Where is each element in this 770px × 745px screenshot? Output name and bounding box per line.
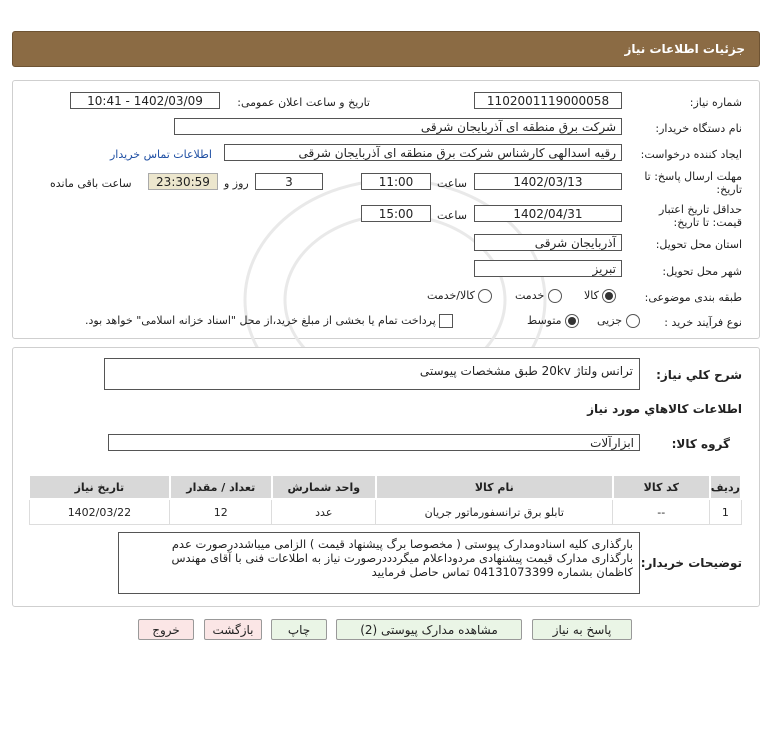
need-number-label: شماره نیاز:: [689, 96, 742, 109]
province-label: استان محل تحویل:: [655, 238, 742, 251]
notes-line-2: بارگذاری مدارک قیمت پیشنهادی مردوداعلام میگردددرصورت نیاز به اطلاعات فنی با آقای مهندس: [171, 551, 633, 565]
radio-goods[interactable]: [602, 289, 616, 303]
radio-goods-service[interactable]: [478, 289, 492, 303]
view-attachments-button[interactable]: مشاهده مدارک پیوستی (2): [336, 619, 522, 640]
reply-button[interactable]: پاسخ به نیاز: [532, 619, 632, 640]
remaining-label: ساعت باقی مانده: [50, 177, 132, 190]
payment-note: پرداخت تمام یا بخشی از مبلغ خرید،از محل "اسناد خزانه اسلامی" خواهد بود.: [85, 314, 436, 327]
province-field: آذربایجان شرقی: [474, 234, 622, 251]
buyer-org-field: شرکت برق منطقه ای آذربایجان شرقی: [174, 118, 622, 135]
process-option-medium[interactable]: [527, 314, 579, 328]
goods-group-field: ابزارآلات: [108, 434, 640, 451]
deadline-label-2: تاریخ:: [716, 183, 742, 196]
need-number-field: 1102001119000058: [474, 92, 622, 109]
days-field: 3: [255, 173, 323, 190]
col-unit: واحد شمارش: [272, 475, 376, 499]
goods-section-title: اطلاعات كالاهاي مورد نياز: [587, 402, 742, 416]
summary-label: شرح كلي نياز:: [656, 368, 742, 382]
validity-label: حداقل تاریخ اعتبار: [658, 203, 742, 216]
summary-field: [104, 358, 640, 390]
cell-quantity: 12: [170, 499, 272, 525]
page-title: جزئیات اطلاعات نیاز: [624, 42, 745, 56]
payment-option[interactable]: [85, 314, 453, 328]
deadline-time-label: ساعت: [437, 177, 467, 190]
col-item-code: کد کالا: [613, 475, 710, 499]
category-goods-label: کالا: [584, 289, 599, 302]
validity-label-2: قیمت: تا تاریخ:: [673, 216, 742, 229]
category-option-goods[interactable]: [584, 289, 616, 303]
process-option-minor[interactable]: [597, 314, 640, 328]
radio-minor[interactable]: [626, 314, 640, 328]
radio-medium[interactable]: [565, 314, 579, 328]
col-need-date: تاریخ نیاز: [29, 475, 170, 499]
category-label: طبقه بندی موضوعی:: [644, 291, 742, 304]
city-label: شهر محل تحویل:: [662, 265, 742, 278]
validity-time-field: 15:00: [361, 205, 431, 222]
exit-button[interactable]: خروج: [138, 619, 194, 640]
requester-label: ایجاد کننده درخواست:: [640, 148, 742, 161]
remaining-time-field: 23:30:59: [148, 173, 218, 190]
process-medium-label: متوسط: [527, 314, 562, 327]
notes-line-3: کاظمان بشماره 04131073399 تماس حاصل فرمایید: [371, 565, 633, 579]
category-option-service[interactable]: [515, 289, 562, 303]
radio-service[interactable]: [548, 289, 562, 303]
days-label: روز و: [224, 177, 249, 190]
table-row: [29, 499, 741, 525]
contact-info-link[interactable]: اطلاعات تماس خریدار: [110, 148, 212, 161]
back-button[interactable]: بازگشت: [204, 619, 262, 640]
validity-date-field: 1402/04/31: [474, 205, 622, 222]
category-option-goods-service[interactable]: [427, 289, 492, 303]
deadline-label: مهلت ارسال پاسخ: تا: [644, 170, 742, 183]
cell-need-date: 1402/03/22: [29, 499, 170, 525]
summary-text: ترانس ولتاژ 20kv طبق مشخصات پیوستی: [419, 364, 633, 378]
col-row-number: ردیف: [710, 475, 741, 499]
announce-date-field: 1402/03/09 - 10:41: [70, 92, 220, 109]
deadline-date-field: 1402/03/13: [474, 173, 622, 190]
cell-item-name: تابلو برق ترانسفورماتور جریان: [376, 499, 613, 525]
cell-row-number: 1: [710, 499, 741, 525]
col-item-name: نام کالا: [376, 475, 613, 499]
announce-label: تاریخ و ساعت اعلان عمومی:: [237, 96, 370, 109]
table-header-row: [29, 475, 741, 499]
goods-table: [28, 474, 742, 525]
col-quantity: تعداد / مقدار: [170, 475, 272, 499]
goods-group-label: گروه كالا:: [671, 437, 730, 451]
requester-field: رقیه اسدالهی کارشناس شرکت برق منطقه ای آذربایجان شرقی: [224, 144, 622, 161]
notes-field: [118, 532, 640, 594]
process-label: نوع فرآیند خرید :: [664, 316, 742, 329]
buyer-org-label: نام دستگاه خریدار:: [655, 122, 742, 135]
category-service-label: خدمت: [515, 289, 545, 302]
notes-line-1: بارگذاری کلیه اسنادومدارک پیوستی ( مخصوصا برگ پیشنهاد قیمت ) الزامی میباشددرصورت عدم: [171, 537, 633, 551]
payment-checkbox[interactable]: [439, 314, 453, 328]
cell-item-code: --: [613, 499, 710, 525]
city-field: تبریز: [474, 260, 622, 277]
deadline-time-field: 11:00: [361, 173, 431, 190]
validity-time-label: ساعت: [437, 209, 467, 222]
process-minor-label: جزیی: [597, 314, 623, 327]
page-header: [12, 31, 760, 67]
cell-unit: عدد: [272, 499, 376, 525]
category-goods-service-label: کالا/خدمت: [427, 289, 475, 302]
notes-label: توضیحات خریدار:: [640, 556, 742, 570]
print-button[interactable]: چاپ: [271, 619, 327, 640]
